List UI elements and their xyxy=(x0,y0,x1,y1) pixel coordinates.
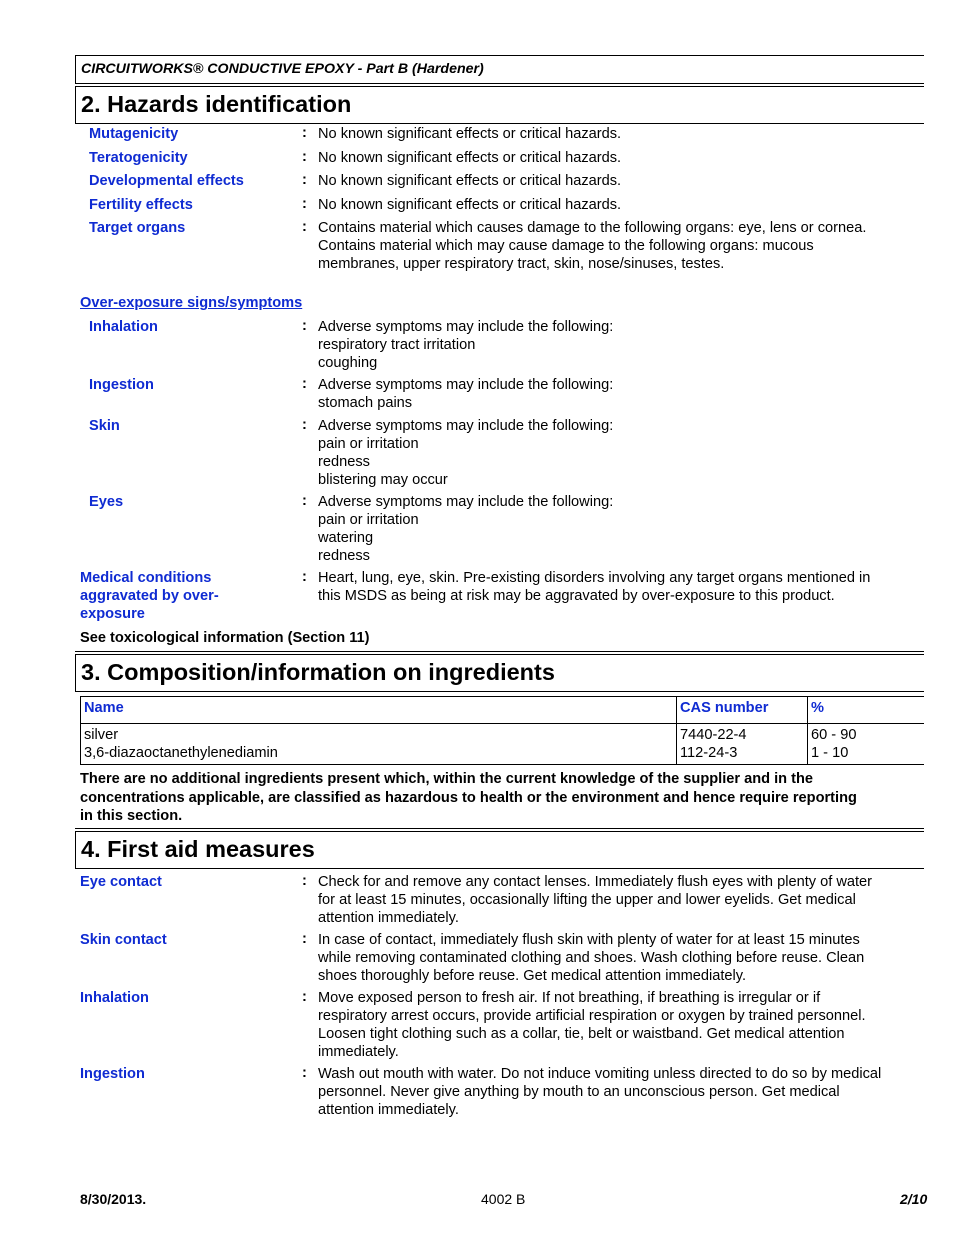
value-target-organs: Contains material which causes damage to the following organs: eye, lens or cornea. Contains material which may cause damage to the following organs: mucous membranes, upper respiratory tract, skin, nose/sinuses, testes. xyxy=(318,220,867,272)
column-header-name: Name xyxy=(81,697,677,724)
value-eyes-symptoms: Adverse symptoms may include the following: pain or irritation watering redness xyxy=(318,494,614,564)
colon: : xyxy=(302,318,307,334)
value-first-aid-inhalation: Move exposed person to fresh air. If not breathing, if breathing is irregular or if respiratory arrest occurs, provide artificial respiration or oxygen by trained personnel. Loosen tight clothing such as a collar, tie, belt or waistband. Get medical attention immediately. xyxy=(318,990,866,1060)
label-fertility: Fertility effects xyxy=(89,197,193,213)
section-2-title: 2. Hazards identification xyxy=(81,91,352,117)
value-mutagenicity: No known significant effects or critical hazards. xyxy=(318,126,622,142)
value-fertility: No known significant effects or critical hazards. xyxy=(318,197,622,213)
value-ingestion-symptoms: Adverse symptoms may include the following: stomach pains xyxy=(318,377,614,411)
value-medical-conditions: Heart, lung, eye, skin. Pre-existing disorders involving any target organs mentioned in this MSDS as being at risk may be aggravated by over-exposure to this product. xyxy=(318,570,871,604)
overexposure-subheading: Over-exposure signs/symptoms xyxy=(80,295,303,311)
table-row xyxy=(81,724,925,765)
colon: : xyxy=(302,196,307,212)
value-eye-contact: Check for and remove any contact lenses. Immediately flush eyes with plenty of water for at least 15 minutes, occasionally lifting the upper and lower eyelids. Get medical attention immediately. xyxy=(318,874,873,926)
colon: : xyxy=(302,1065,307,1081)
colon: : xyxy=(302,493,307,509)
section-4-header xyxy=(75,831,924,869)
label-inhalation-symptoms: Inhalation xyxy=(89,319,158,335)
column-header-cas: CAS number xyxy=(677,697,808,724)
section-3-title: 3. Composition/information on ingredients xyxy=(81,659,555,685)
section-4-title: 4. First aid measures xyxy=(81,836,315,862)
section-2-header xyxy=(75,86,924,124)
value-skin-symptoms: Adverse symptoms may include the following: pain or irritation redness blistering may occur xyxy=(318,418,614,488)
colon: : xyxy=(302,989,307,1005)
label-skin-contact: Skin contact xyxy=(80,932,167,948)
colon: : xyxy=(302,417,307,433)
ingredients-note: There are no additional ingredients present which, within the current knowledge of the supplier and in the concentrations applicable, are classified as hazardous to health or the environment and hence require reporting in this section. xyxy=(80,771,857,824)
product-title-bar xyxy=(75,55,924,84)
label-target-organs: Target organs xyxy=(89,220,186,236)
label-ingestion-symptoms: Ingestion xyxy=(89,377,154,393)
value-teratogenicity: No known significant effects or critical hazards. xyxy=(318,150,622,166)
colon: : xyxy=(302,931,307,947)
label-first-aid-ingestion: Ingestion xyxy=(80,1066,145,1082)
table-header-row xyxy=(81,697,925,724)
value-first-aid-ingestion: Wash out mouth with water. Do not induce vomiting unless directed to do so by medical personnel. Never give anything by mouth to an unconscious person. Get medical attention immediately. xyxy=(318,1066,882,1118)
footer-page-number: 2/10 xyxy=(900,1191,928,1207)
colon: : xyxy=(302,873,307,889)
column-header-percent: % xyxy=(808,697,925,724)
footer-date: 8/30/2013. xyxy=(80,1191,147,1207)
cell-cas: 7440-22-4 112-24-3 xyxy=(677,724,808,765)
value-inhalation-symptoms: Adverse symptoms may include the following: respiratory tract irritation coughing xyxy=(318,319,614,371)
value-skin-contact: In case of contact, immediately flush skin with plenty of water for at least 15 minutes while removing contaminated clothing and shoes. Wash clothing before reuse. Clean shoes thoroughly before reuse. Get medical attention immediately. xyxy=(318,932,865,984)
colon: : xyxy=(302,125,307,141)
label-teratogenicity: Teratogenicity xyxy=(89,150,188,166)
colon: : xyxy=(302,149,307,165)
label-skin-symptoms: Skin xyxy=(89,418,120,434)
label-developmental: Developmental effects xyxy=(89,173,244,189)
label-first-aid-inhalation: Inhalation xyxy=(80,990,149,1006)
label-eyes-symptoms: Eyes xyxy=(89,494,124,510)
cell-names: silver 3,6-diazaoctanethylenediamin xyxy=(81,724,677,765)
see-toxicological-note: See toxicological information (Section 11) xyxy=(80,630,370,646)
colon: : xyxy=(302,219,307,235)
value-developmental: No known significant effects or critical hazards. xyxy=(318,173,622,189)
label-eye-contact: Eye contact xyxy=(80,874,162,890)
colon: : xyxy=(302,569,307,585)
section-3-header xyxy=(75,654,924,692)
ingredients-table xyxy=(80,696,924,765)
colon: : xyxy=(302,376,307,392)
cell-percent: 60 - 90 1 - 10 xyxy=(808,724,925,765)
product-title: CIRCUITWORKS® CONDUCTIVE EPOXY - Part B (Hardener) xyxy=(81,61,484,77)
colon: : xyxy=(302,172,307,188)
label-medical-conditions: Medical conditions aggravated by over- exposure xyxy=(80,570,219,622)
footer-code: 4002 B xyxy=(481,1191,526,1207)
label-mutagenicity: Mutagenicity xyxy=(89,126,179,142)
